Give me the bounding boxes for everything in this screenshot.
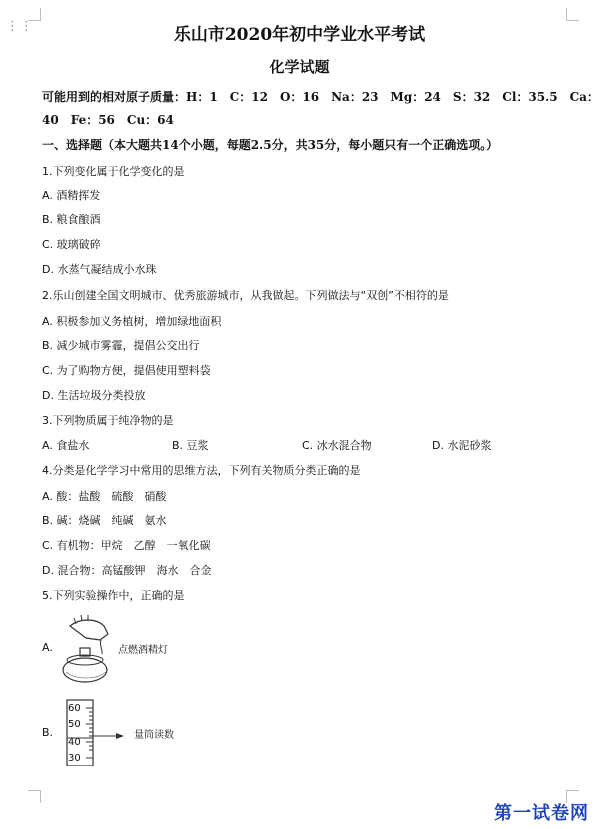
- question-3-stem: 3.下列物质属于纯净物的是: [42, 414, 174, 427]
- question-1-option-c: C. 玻璃破碎: [42, 238, 101, 251]
- question-3-option-d: D. 水泥砂浆: [432, 439, 492, 452]
- cylinder-tick-label: 40: [68, 737, 81, 748]
- question-1-option-b: B. 粮食酿酒: [42, 213, 101, 226]
- atomic-masses-line-2: 40 Fe：56 Cu：64: [42, 113, 174, 127]
- question-4-option-d: D. 混合物：高锰酸钾 海水 合金: [42, 564, 212, 577]
- lamp-lighting-illustration: [56, 612, 118, 688]
- question-5-option-b-letter: B.: [42, 726, 54, 739]
- section-heading: 一、选择题（本大题共14个小题，每题2.5分，共35分，每小题只有一个正确选项。）: [42, 138, 499, 152]
- exam-title: 乐山市2020年初中学业水平考试: [173, 25, 426, 45]
- question-2-option-c: C. 为了购物方便，提倡使用塑料袋: [42, 364, 211, 377]
- question-4-option-b: B. 碱：烧碱 纯碱 氨水: [42, 514, 167, 527]
- question-2-stem: 2.乐山创建全国文明城市、优秀旅游城市，从我做起。下列做法与“双创”不相符的是: [42, 289, 449, 302]
- exam-subtitle: 化学试题: [269, 58, 330, 76]
- page-corner-mark: [28, 790, 41, 803]
- question-2-option-b: B. 减少城市雾霾，提倡公交出行: [42, 339, 200, 352]
- question-3-option-b: B. 豆浆: [172, 439, 209, 452]
- question-5-stem: 5.下列实验操作中，正确的是: [42, 589, 185, 602]
- site-watermark: 第一试卷网: [494, 803, 589, 824]
- question-5-option-a-caption: 点燃酒精灯: [118, 645, 168, 656]
- question-3-option-c: C. 冰水混合物: [302, 439, 372, 452]
- question-2-option-d: D. 生活垃圾分类投放: [42, 389, 146, 402]
- question-4-stem: 4.分类是化学学习中常用的思维方法，下列有关物质分类正确的是: [42, 464, 361, 477]
- question-5-option-b-caption: 量筒读数: [134, 730, 174, 741]
- question-3-option-a: A. 食盐水: [42, 439, 90, 452]
- cylinder-tick-label: 50: [68, 719, 81, 730]
- question-4-option-c: C. 有机物：甲烷 乙醇 一氧化碳: [42, 539, 211, 552]
- atomic-masses-line-1: 可能用到的相对原子质量：H：1 C：12 O：16 Na：23 Mg：24 S：32 Cl：35.5 Ca：: [42, 90, 599, 104]
- cylinder-tick-label: 30: [68, 753, 81, 764]
- cylinder-tick-label: 60: [68, 703, 81, 714]
- question-1-stem: 1.下列变化属于化学变化的是: [42, 165, 185, 178]
- question-5-option-a-letter: A.: [42, 641, 53, 654]
- drag-handle-icon[interactable]: ⋮⋮: [6, 19, 34, 34]
- question-2-option-a: A. 积极参加义务植树，增加绿地面积: [42, 315, 222, 328]
- question-1-option-a: A. 酒精挥发: [42, 189, 101, 202]
- question-4-option-a: A. 酸：盐酸 硫酸 硝酸: [42, 490, 167, 503]
- question-1-option-d: D. 水蒸气凝结成小水珠: [42, 263, 157, 276]
